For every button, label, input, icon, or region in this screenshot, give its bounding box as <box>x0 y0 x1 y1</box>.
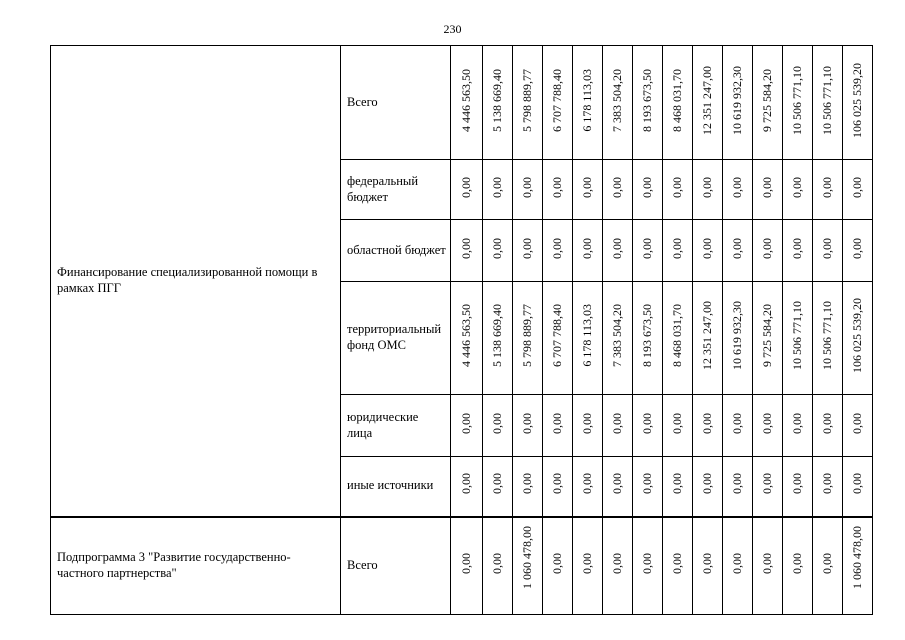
amount-value: 0,00 <box>520 176 534 198</box>
amount-value: 0,00 <box>820 237 834 259</box>
amount-cell <box>513 220 543 282</box>
amount-value: 0,00 <box>610 176 624 198</box>
amount-cell <box>843 282 873 395</box>
amount-value: 6 178 113,03 <box>580 68 594 132</box>
amount-cell <box>753 395 783 457</box>
amount-value: 0,00 <box>670 176 684 198</box>
amount-value: 7 383 504,20 <box>610 304 624 368</box>
amount-cell <box>633 517 663 615</box>
amount-value: 0,00 <box>640 176 654 198</box>
amount-cell <box>633 395 663 457</box>
amount-cell <box>513 160 543 220</box>
amount-value: 8 193 673,50 <box>640 68 654 132</box>
amount-value: 0,00 <box>490 237 504 259</box>
amount-cell <box>573 160 603 220</box>
amount-cell <box>813 395 843 457</box>
amount-cell <box>573 220 603 282</box>
amount-cell <box>603 46 633 160</box>
amount-cell <box>693 282 723 395</box>
amount-value: 0,00 <box>550 473 564 495</box>
amount-value: 0,00 <box>700 237 714 259</box>
amount-value: 0,00 <box>820 473 834 495</box>
amount-value: 0,00 <box>850 176 864 198</box>
amount-value: 7 383 504,20 <box>610 68 624 132</box>
amount-cell <box>783 220 813 282</box>
amount-cell <box>483 220 513 282</box>
funding-source-cell: Всего <box>341 46 451 160</box>
amount-cell <box>573 46 603 160</box>
amount-cell <box>663 457 693 517</box>
amount-cell <box>723 457 753 517</box>
amount-cell <box>663 282 693 395</box>
amount-cell <box>451 395 483 457</box>
amount-value: 10 506 771,10 <box>790 65 804 135</box>
amount-cell <box>663 517 693 615</box>
amount-value: 0,00 <box>550 176 564 198</box>
amount-value: 10 506 771,10 <box>790 301 804 371</box>
amount-value: 12 351 247,00 <box>700 65 714 135</box>
amount-value: 10 506 771,10 <box>820 301 834 371</box>
amount-value: 0,00 <box>670 473 684 495</box>
amount-value: 0,00 <box>580 473 594 495</box>
amount-cell <box>483 282 513 395</box>
amount-value: 0,00 <box>730 412 744 434</box>
amount-cell <box>603 160 633 220</box>
amount-value: 0,00 <box>760 552 774 574</box>
amount-value: 0,00 <box>700 552 714 574</box>
amount-cell <box>663 160 693 220</box>
amount-cell <box>633 46 663 160</box>
amount-cell <box>753 46 783 160</box>
amount-cell <box>843 457 873 517</box>
amount-cell <box>603 457 633 517</box>
amount-value: 0,00 <box>760 473 774 495</box>
amount-cell <box>783 457 813 517</box>
amount-cell <box>693 457 723 517</box>
amount-cell <box>663 395 693 457</box>
amount-value: 0,00 <box>790 237 804 259</box>
amount-value: 5 138 669,40 <box>490 304 504 368</box>
amount-value: 0,00 <box>730 473 744 495</box>
amount-cell <box>783 46 813 160</box>
funding-source-cell: областной бюджет <box>341 220 451 282</box>
amount-value: 0,00 <box>850 237 864 259</box>
amount-value: 0,00 <box>670 237 684 259</box>
amount-value: 0,00 <box>640 552 654 574</box>
amount-cell <box>483 46 513 160</box>
amount-cell <box>723 220 753 282</box>
amount-value: 0,00 <box>640 412 654 434</box>
amount-value: 0,00 <box>730 176 744 198</box>
amount-value: 8 468 031,70 <box>670 304 684 368</box>
amount-cell <box>451 46 483 160</box>
amount-cell <box>633 160 663 220</box>
amount-value: 0,00 <box>790 176 804 198</box>
amount-value: 0,00 <box>790 552 804 574</box>
amount-cell <box>783 160 813 220</box>
amount-cell <box>753 220 783 282</box>
funding-source-cell: территориальный фонд ОМС <box>341 282 451 395</box>
amount-value: 0,00 <box>790 473 804 495</box>
amount-cell <box>451 160 483 220</box>
amount-value: 0,00 <box>790 412 804 434</box>
amount-cell <box>813 46 843 160</box>
amount-value: 0,00 <box>490 473 504 495</box>
amount-value: 0,00 <box>610 552 624 574</box>
amount-value: 0,00 <box>700 412 714 434</box>
amount-cell <box>723 517 753 615</box>
amount-cell <box>843 160 873 220</box>
amount-value: 0,00 <box>760 412 774 434</box>
program-name-cell: Подпрограмма 3 "Развитие государственно-частного партнерства" <box>51 517 341 615</box>
amount-cell <box>451 220 483 282</box>
amount-cell <box>451 517 483 615</box>
amount-cell <box>633 282 663 395</box>
amount-value: 0,00 <box>520 237 534 259</box>
amount-cell <box>753 517 783 615</box>
amount-value: 1 060 478,00 <box>850 525 864 589</box>
amount-value: 0,00 <box>700 473 714 495</box>
table-row <box>51 46 873 160</box>
amount-value: 9 725 584,20 <box>760 68 774 132</box>
amount-value: 0,00 <box>580 412 594 434</box>
amount-cell <box>753 282 783 395</box>
amount-value: 0,00 <box>550 552 564 574</box>
amount-value: 5 798 889,77 <box>520 68 534 132</box>
funding-source-cell: федеральный бюджет <box>341 160 451 220</box>
amount-cell <box>753 457 783 517</box>
amount-value: 0,00 <box>550 412 564 434</box>
amount-cell <box>543 395 573 457</box>
amount-cell <box>573 517 603 615</box>
amount-cell <box>783 517 813 615</box>
amount-cell <box>693 220 723 282</box>
amount-value: 0,00 <box>459 412 473 434</box>
amount-cell <box>543 46 573 160</box>
amount-value: 0,00 <box>459 552 473 574</box>
amount-cell <box>513 395 543 457</box>
page-number: 230 <box>443 22 462 36</box>
amount-value: 0,00 <box>580 176 594 198</box>
amount-cell <box>723 46 753 160</box>
amount-cell <box>813 160 843 220</box>
amount-value: 5 798 889,77 <box>520 304 534 368</box>
amount-value: 4 446 563,50 <box>459 304 473 368</box>
amount-value: 0,00 <box>850 412 864 434</box>
amount-value: 106 025 539,20 <box>850 62 864 138</box>
amount-value: 0,00 <box>610 412 624 434</box>
amount-value: 6 707 788,40 <box>550 304 564 368</box>
funding-source-cell: иные источники <box>341 457 451 517</box>
amount-value: 0,00 <box>550 237 564 259</box>
amount-value: 8 468 031,70 <box>670 68 684 132</box>
amount-cell <box>693 160 723 220</box>
amount-value: 0,00 <box>459 176 473 198</box>
amount-cell <box>693 46 723 160</box>
amount-cell <box>573 395 603 457</box>
amount-value: 0,00 <box>730 552 744 574</box>
amount-cell <box>723 282 753 395</box>
amount-value: 0,00 <box>490 176 504 198</box>
amount-cell <box>513 457 543 517</box>
amount-cell <box>513 517 543 615</box>
amount-value: 0,00 <box>760 176 774 198</box>
amount-value: 6 178 113,03 <box>580 304 594 367</box>
amount-cell <box>843 395 873 457</box>
amount-cell <box>693 517 723 615</box>
amount-value: 0,00 <box>520 412 534 434</box>
amount-value: 0,00 <box>520 473 534 495</box>
amount-value: 10 619 932,30 <box>730 65 744 135</box>
amount-value: 0,00 <box>459 473 473 495</box>
amount-value: 5 138 669,40 <box>490 68 504 132</box>
amount-cell <box>843 46 873 160</box>
funding-source-cell: юридические лица <box>341 395 451 457</box>
amount-cell <box>813 282 843 395</box>
amount-cell <box>543 282 573 395</box>
amount-value: 0,00 <box>670 552 684 574</box>
amount-value: 0,00 <box>820 412 834 434</box>
amount-cell <box>543 517 573 615</box>
amount-value: 0,00 <box>670 412 684 434</box>
amount-cell <box>843 517 873 615</box>
amount-cell <box>573 457 603 517</box>
amount-cell <box>483 517 513 615</box>
amount-cell <box>783 395 813 457</box>
amount-value: 0,00 <box>580 237 594 259</box>
amount-cell <box>543 160 573 220</box>
amount-value: 0,00 <box>610 237 624 259</box>
amount-value: 0,00 <box>459 237 473 259</box>
amount-value: 10 506 771,10 <box>820 65 834 135</box>
amount-cell <box>843 220 873 282</box>
amount-value: 1 060 478,00 <box>520 525 534 589</box>
amount-cell <box>663 46 693 160</box>
amount-value: 12 351 247,00 <box>700 301 714 371</box>
amount-cell <box>603 282 633 395</box>
amount-value: 6 707 788,40 <box>550 68 564 132</box>
amount-cell <box>813 457 843 517</box>
amount-value: 0,00 <box>490 412 504 434</box>
amount-cell <box>723 160 753 220</box>
amount-cell <box>753 160 783 220</box>
funding-source-cell: Всего <box>341 517 451 615</box>
amount-cell <box>723 395 753 457</box>
amount-cell <box>573 282 603 395</box>
amount-cell <box>663 220 693 282</box>
amount-value: 0,00 <box>610 473 624 495</box>
amount-cell <box>603 517 633 615</box>
amount-cell <box>513 282 543 395</box>
amount-value: 0,00 <box>700 176 714 198</box>
amount-cell <box>633 457 663 517</box>
amount-cell <box>603 395 633 457</box>
amount-cell <box>813 517 843 615</box>
amount-cell <box>633 220 663 282</box>
amount-value: 0,00 <box>820 176 834 198</box>
amount-cell <box>451 457 483 517</box>
amount-cell <box>693 395 723 457</box>
amount-value: 9 725 584,20 <box>760 304 774 368</box>
amount-value: 106 025 539,20 <box>850 298 864 374</box>
amount-value: 0,00 <box>580 552 594 574</box>
amount-cell <box>543 220 573 282</box>
amount-value: 0,00 <box>490 552 504 574</box>
amount-cell <box>513 46 543 160</box>
financing-table <box>50 45 873 615</box>
amount-value: 0,00 <box>850 473 864 495</box>
amount-cell <box>783 282 813 395</box>
amount-value: 0,00 <box>640 473 654 495</box>
amount-cell <box>543 457 573 517</box>
amount-value: 10 619 932,30 <box>730 301 744 371</box>
amount-cell <box>451 282 483 395</box>
amount-value: 4 446 563,50 <box>459 68 473 132</box>
program-name-cell: Финансирование специализированной помощи в рамках ПГГ <box>51 46 341 517</box>
amount-value: 8 193 673,50 <box>640 304 654 368</box>
amount-value: 0,00 <box>730 237 744 259</box>
amount-cell <box>483 160 513 220</box>
amount-value: 0,00 <box>640 237 654 259</box>
amount-cell <box>813 220 843 282</box>
amount-cell <box>483 457 513 517</box>
amount-value: 0,00 <box>760 237 774 259</box>
amount-cell <box>483 395 513 457</box>
amount-value: 0,00 <box>820 552 834 574</box>
table-row <box>51 517 873 615</box>
amount-cell <box>603 220 633 282</box>
